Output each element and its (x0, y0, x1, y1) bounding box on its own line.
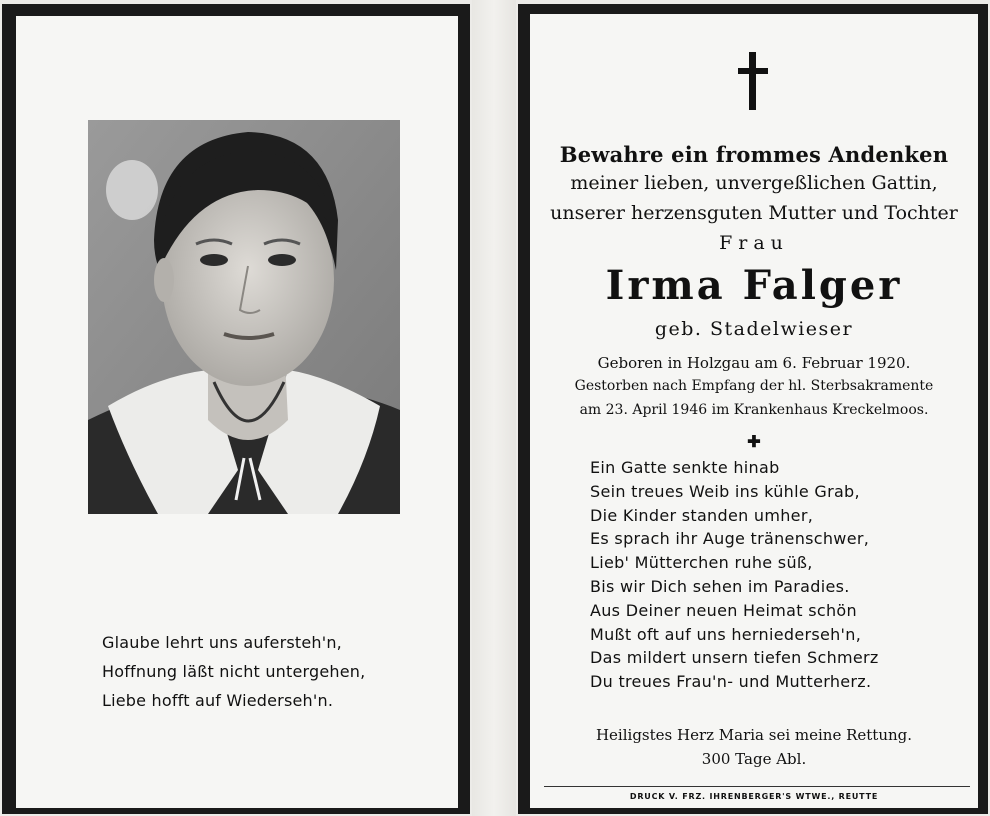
verse-line: Liebe hofft auf Wiederseh'n. (102, 691, 334, 710)
indulgence-line: 300 Tage Abl. (701, 750, 807, 768)
card-fold-gutter (472, 0, 516, 816)
heading-line: Frau (719, 232, 789, 254)
death-line: Gestorben nach Empfang der hl. Sterbsakramente (574, 378, 934, 394)
divider (544, 786, 970, 787)
heading-line: unserer herzensguten Mutter und Tochter (550, 202, 958, 224)
left-card (2, 4, 470, 814)
cross-icon (738, 52, 768, 110)
verse-line: Sein treues Weib ins kühle Grab, (590, 481, 860, 501)
maiden-name: geb. Stadelwieser (654, 318, 854, 340)
printer-credit: DRUCK V. FRZ. IHRENBERGER'S WTWE., REUTTE (629, 792, 879, 801)
verse-line: Ein Gatte senkte hinab (590, 458, 780, 477)
birth-line: Geboren in Holzgau am 6. Februar 1920. (597, 354, 911, 372)
verse-line: Glaube lehrt uns aufersteh'n, (102, 633, 342, 652)
verse-line: Bis wir Dich sehen im Paradies. (590, 576, 850, 596)
verse-line: Die Kinder standen umher, (590, 505, 814, 525)
verse-line: Hoffnung läßt nicht untergehen, (102, 662, 366, 681)
deceased-name: Irma Falger (605, 262, 903, 309)
verse-line: Lieb' Mütterchen ruhe süß, (590, 553, 813, 573)
portrait-photo (88, 120, 400, 514)
right-card (518, 4, 988, 814)
heading-line: Bewahre ein frommes Andenken (559, 142, 949, 167)
verse-line: Aus Deiner neuen Heimat schön (590, 600, 857, 620)
verse-line: Mußt oft auf uns herniederseh'n, (590, 624, 862, 644)
right-verse (590, 456, 970, 694)
verse-line: Es sprach ihr Auge tränenschwer, (590, 529, 870, 549)
verse-line: Das mildert unsern tiefen Schmerz (590, 648, 879, 668)
prayer-line: Heiligstes Herz Maria sei meine Rettung. (595, 726, 913, 744)
verse-line: Du treues Frau'n- und Mutterherz. (590, 672, 872, 692)
left-verse (102, 628, 422, 715)
heading-line: meiner lieben, unvergeßlichen Gattin, (570, 172, 938, 194)
small-cross-icon: ✚ (747, 432, 761, 451)
portrait-illustration (88, 120, 400, 514)
death-date-line: am 23. April 1946 im Krankenhaus Kreckelmoos. (579, 402, 929, 418)
